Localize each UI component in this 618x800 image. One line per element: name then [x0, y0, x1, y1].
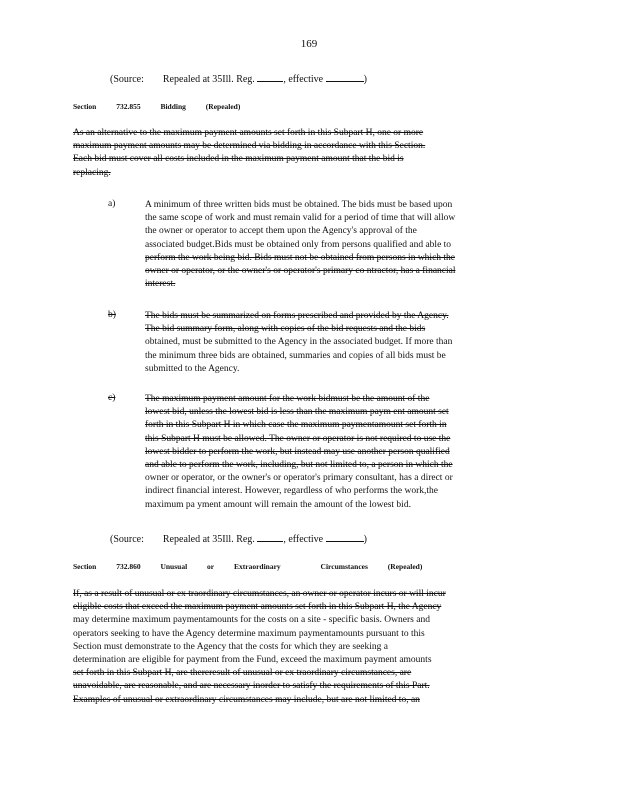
item-b-paragraph [145, 310, 543, 376]
text-line: determination are eligible for payment from the Fund, exceed the maximum payment amounts [73, 655, 432, 666]
text-line: may determine maximum paymentamounts for the costs on a site - specific basis. Owners and [73, 615, 430, 626]
struck-line: lowest bidder to perform the work, but instead may use another person qualified [145, 446, 450, 457]
section-title-word: Unusual [160, 562, 188, 571]
struck-line: this Subpart H must be allowed. The owner or operator is not required to use the [145, 433, 451, 444]
text-line: indirect financial interest. However, regardless of who performs the work,the [145, 486, 438, 497]
struck-line: If, as a result of unusual or ex traordinary circumstances, an owner or operator incurs or will incur [73, 589, 446, 599]
struck-line: set forth in this Subpart H, are thereresult of unusual or ex traordinary circumstances, are [73, 668, 412, 679]
source-effective: , effective [283, 534, 324, 545]
text-line: the owner or operator to accept them upon the Agency's approval of the [145, 226, 417, 237]
struck-line: Each bid must cover all costs included in the maximum payment amount that the bid is [73, 154, 404, 165]
item-a-marker: a) [108, 199, 116, 209]
text-line: obtained, must be submitted to the Agency in the associated budget. If more than [145, 337, 453, 348]
section-label: Section [73, 562, 97, 571]
struck-line: The bid summary form, along with copies of the bid requests and the bids [145, 324, 426, 335]
final-paragraph [73, 588, 543, 707]
section-status: (Repealed) [205, 102, 241, 111]
effective-blank [326, 72, 364, 82]
text-line: maximum pa yment amount will remain the amount of the lowest bid. [145, 499, 411, 510]
struck-line: replacing. [73, 167, 111, 178]
text-line: submitted to the Agency. [145, 363, 240, 374]
text-line: operators seeking to have the Agency determine maximum paymentamounts pursuant to this [73, 628, 425, 639]
item-c-paragraph [145, 393, 543, 512]
section-label: Section [73, 102, 97, 111]
section-title-word: Circumstances [320, 562, 368, 571]
struck-line: perform the work being bid. Bids must not be obtained from persons in which the [145, 252, 456, 263]
text-line: Section must demonstrate to the Agency that the costs for which they are seeking a [73, 641, 388, 652]
struck-line: eligible costs that exceed the maximum payment amounts set forth in this Subpart H, the Agency [73, 602, 442, 613]
section-title-word: Extraordinary [234, 562, 281, 571]
intro-paragraph [73, 127, 543, 180]
source-suffix: ) [363, 74, 367, 85]
source-prefix: (Source: [110, 74, 144, 85]
source-repealed-text: Repealed at 35Ill. Reg. [162, 534, 255, 545]
struck-line: forth in this Subpart H in which case the maximum paymentamount set forth in [145, 420, 447, 431]
section-number: 732.860 [116, 562, 141, 571]
text-line: the minimum three bids are obtained, summaries and copies of all bids must be [145, 350, 446, 361]
item-a-paragraph [145, 199, 543, 291]
text-line: the same scope of work and must remain valid for a period of time that will allow [145, 213, 456, 224]
struck-line: maximum payment amounts may be determined via bidding in accordance with this Section. [73, 141, 426, 152]
text-line: associated budget.Bids must be obtained only from persons qualified and able to [145, 239, 452, 250]
source-note [110, 72, 367, 85]
section-title: Bidding [160, 102, 186, 111]
effective-blank [326, 532, 364, 542]
source-note [110, 532, 367, 545]
struck-line: interest. [145, 279, 176, 290]
struck-line: unavoidable, are reasonable, and are necessary inorder to satisfy the requirements of this Part. [73, 681, 430, 692]
source-prefix: (Source: [110, 534, 144, 545]
struck-line: lowest bid, unless the lowest bid is less than the maximum paym ent amount set [145, 407, 449, 418]
section-number: 732.855 [116, 102, 141, 111]
item-c-marker: c) [108, 393, 116, 403]
section-status: (Repealed) [387, 562, 423, 571]
page-number: 169 [300, 38, 318, 50]
reg-blank [257, 532, 283, 542]
source-effective: , effective [283, 74, 324, 85]
text-line: owner or operator, or the owner's or operator's primary consultant, has a direct or [145, 473, 453, 484]
struck-line: The maximum payment amount for the work bidmust be the amount of the [145, 394, 430, 404]
struck-line: and able to perform the work, including, but not limited to, a person in which the [145, 460, 453, 471]
section-title-word: or [207, 562, 215, 571]
item-b-marker: b) [108, 310, 116, 320]
struck-line: owner or operator, or the owner's or operator's primary co ntractor, has a financial [145, 266, 456, 277]
section-heading [73, 562, 440, 571]
struck-line: Examples of unusual or extraordinary circumstances may include, but are not limited to, an [73, 694, 420, 705]
source-repealed-text: Repealed at 35Ill. Reg. [162, 74, 255, 85]
source-suffix: ) [363, 534, 367, 545]
reg-blank [257, 72, 283, 82]
struck-line: As an alternative to the maximum payment amounts set forth in this Subpart H, one or more [73, 128, 424, 138]
text-line: A minimum of three written bids must be obtained. The bids must be based upon [145, 200, 453, 210]
struck-line: The bids must be summarized on forms prescribed and provided by the Agency. [145, 311, 449, 321]
section-heading [73, 102, 258, 111]
